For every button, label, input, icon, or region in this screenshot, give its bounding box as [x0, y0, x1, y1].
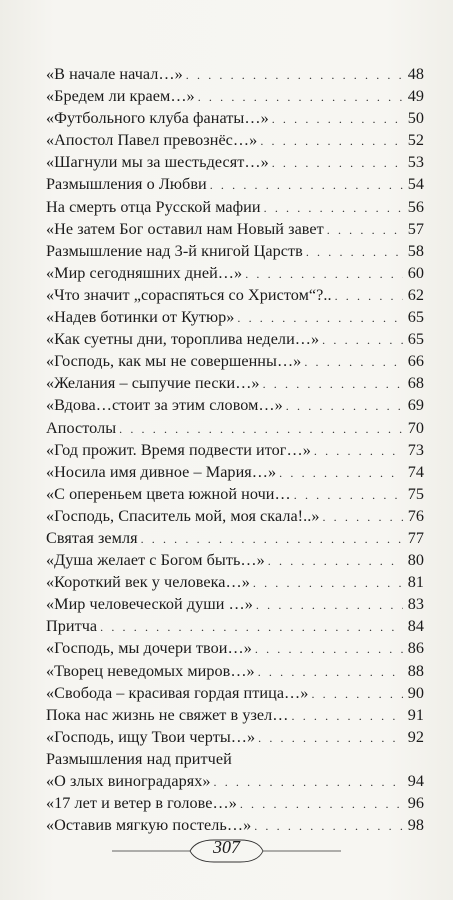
- toc-entry-title: «Как суетны дни, тороплива недели…»: [46, 330, 320, 349]
- toc-entry-title: «Год прожит. Время подвести итог…»: [46, 440, 311, 459]
- toc-entry-title: «17 лет и ветер в голове…»: [46, 794, 237, 813]
- page-number: 307: [213, 837, 240, 857]
- dot-leader: [141, 528, 403, 550]
- dot-leader: [304, 351, 403, 373]
- toc-entry: [46, 792, 424, 814]
- toc-entry-title: Размышление над 3-й книгой Царств: [46, 241, 303, 260]
- table-of-contents: [46, 63, 424, 836]
- toc-entry: [46, 107, 424, 129]
- toc-entry-page: 75: [407, 484, 424, 503]
- dot-leader: [294, 484, 403, 506]
- toc-entry: [46, 196, 424, 218]
- toc-entry-page: 92: [407, 727, 424, 746]
- toc-entry-title: «Творец неведомых миров…»: [46, 661, 255, 680]
- toc-entry-title: Притча: [46, 617, 98, 636]
- toc-entry-title: «Апостол Павел превознёс…»: [46, 131, 258, 150]
- dot-leader: [335, 285, 403, 307]
- toc-entry-title: «В начале начал…»: [46, 65, 183, 83]
- toc-entry-page: 66: [407, 352, 424, 371]
- toc-entry-title: На смерть отца Русской мафии: [46, 197, 261, 216]
- toc-entry-page: 74: [407, 462, 424, 481]
- toc-entry-title: «Надев ботинки от Кутюр»: [46, 308, 235, 327]
- toc-entry: [46, 218, 424, 240]
- toc-entry-page: 57: [407, 219, 424, 238]
- dot-leader: [258, 661, 403, 683]
- toc-entry-page: 54: [407, 175, 424, 194]
- dot-leader: [240, 793, 403, 815]
- toc-entry: [46, 262, 424, 284]
- toc-entry-title: «Что значит „сораспяться со Христом“?..: [46, 285, 332, 304]
- toc-entry-title: «Господь, мы дочери твои…»: [46, 639, 252, 658]
- toc-entry-title: «О злых виноградарях»: [46, 772, 211, 790]
- toc-entry-title: «Носила имя дивное – Мария…»: [46, 462, 277, 481]
- dot-leader: [263, 373, 403, 395]
- toc-entry-page: 60: [407, 263, 424, 282]
- toc-entry-page: 96: [407, 794, 424, 813]
- toc-entry: [46, 704, 424, 726]
- toc-entry: [46, 637, 424, 659]
- toc-entry-title: Пока нас жизнь не свяжет в узел…: [46, 705, 289, 724]
- toc-entry: [46, 63, 424, 85]
- dot-leader: [255, 638, 403, 660]
- toc-entry: [46, 306, 424, 328]
- toc-entry: [46, 328, 424, 350]
- toc-entry: [46, 284, 424, 306]
- dot-leader: [306, 241, 403, 263]
- dot-leader: [198, 86, 403, 108]
- toc-entry: [46, 527, 424, 549]
- toc-entry-title: «Шагнули мы за шестьдесят…»: [46, 153, 269, 172]
- dot-leader: [245, 263, 403, 285]
- dot-leader: [119, 418, 403, 440]
- toc-entry-title: «Господь, ищу Твои черты…»: [46, 727, 256, 746]
- dot-leader: [322, 506, 403, 528]
- toc-entry: [46, 814, 424, 836]
- dot-leader: [254, 815, 403, 837]
- toc-entry-page: 52: [407, 131, 424, 150]
- toc-entry: [46, 439, 424, 461]
- toc-entry-title: «Мир человеческой души …»: [46, 595, 253, 614]
- toc-entry-title: «Бредем ли краем…»: [46, 87, 195, 106]
- toc-entry-title: Апостолы: [46, 418, 117, 437]
- toc-entry-title: Размышления над притчей: [46, 749, 232, 768]
- toc-entry-title: «Господь, Спаситель мой, моя скала!..»: [46, 506, 320, 525]
- toc-entry-page: 70: [407, 418, 424, 437]
- toc-entry-page: 83: [407, 595, 424, 614]
- toc-entry: [46, 615, 424, 637]
- toc-entry-title: «Господь, как мы не совершенны…»: [46, 352, 302, 371]
- toc-entry-title: «Душа желает с Богом быть…»: [46, 551, 265, 570]
- toc-entry-title: «Вдова…стоит за этим словом…»: [46, 396, 283, 415]
- toc-entry: [46, 726, 424, 748]
- toc-entry: [46, 151, 424, 173]
- toc-entry-title: Размышления о Любви: [46, 175, 207, 194]
- toc-entry-title: «Мир сегодняшних дней…»: [46, 263, 243, 282]
- toc-entry-page: 53: [407, 153, 424, 172]
- dot-leader: [210, 174, 403, 196]
- toc-entry-page: 49: [407, 87, 424, 106]
- toc-entry-page: 81: [407, 573, 424, 592]
- dot-leader: [214, 771, 404, 793]
- toc-entry-title: «Короткий век у человека…»: [46, 573, 250, 592]
- toc-entry-page: 68: [407, 374, 424, 393]
- dot-leader: [272, 152, 403, 174]
- dot-leader: [292, 705, 403, 727]
- toc-entry-page: 58: [407, 241, 424, 260]
- toc-entry: [46, 593, 424, 615]
- toc-entry: [46, 505, 424, 527]
- dot-leader: [258, 727, 403, 749]
- dot-leader: [253, 572, 403, 594]
- toc-entry-page: 65: [407, 330, 424, 349]
- dot-leader: [186, 64, 403, 86]
- toc-entry: [46, 770, 424, 792]
- toc-entry: [46, 350, 424, 372]
- toc-entry-title: Святая земля: [46, 528, 138, 547]
- toc-entry-page: 80: [407, 551, 424, 570]
- dot-leader: [314, 440, 403, 462]
- toc-entry-page: 76: [407, 506, 424, 525]
- toc-entry: [46, 85, 424, 107]
- dot-leader: [260, 130, 403, 152]
- toc-entry: [46, 372, 424, 394]
- toc-entry-title: «Футбольного клуба фанаты…»: [46, 109, 269, 128]
- toc-entry: [46, 660, 424, 682]
- toc-entry: [46, 483, 424, 505]
- toc-entry: [46, 173, 424, 195]
- dot-leader: [264, 197, 403, 219]
- toc-entry: [46, 682, 424, 704]
- toc-entry-page: 62: [407, 285, 424, 304]
- toc-entry-page: 90: [407, 683, 424, 702]
- toc-entry-page: 65: [407, 308, 424, 327]
- toc-entry-page: 91: [407, 705, 424, 724]
- toc-entry-page: 88: [407, 661, 424, 680]
- toc-entry-page: 56: [407, 197, 424, 216]
- toc-entry-page: 98: [407, 816, 424, 835]
- toc-entry-page: 86: [407, 639, 424, 658]
- toc-entry-title: «Не затем Бог оставил нам Новый завет: [46, 219, 324, 238]
- toc-entry-title: «Желания – сыпучие пески…»: [46, 374, 260, 393]
- toc-entry: [46, 394, 424, 416]
- page-folio: [0, 836, 453, 866]
- toc-entry-page: 77: [407, 528, 424, 547]
- toc-entry: [46, 240, 424, 262]
- toc-entry: [46, 748, 424, 770]
- toc-entry: [46, 571, 424, 593]
- toc-entry: [46, 129, 424, 151]
- dot-leader: [327, 219, 403, 241]
- toc-entry-page: 69: [407, 396, 424, 415]
- toc-entry-page: 73: [407, 440, 424, 459]
- dot-leader: [311, 683, 403, 705]
- toc-entry-title: «С опереньем цвета южной ночи…: [46, 484, 291, 503]
- dot-leader: [322, 329, 403, 351]
- dot-leader: [237, 307, 403, 329]
- toc-entry: [46, 461, 424, 483]
- toc-entry: [46, 417, 424, 439]
- toc-entry-title: «Свобода – красивая гордая птица…»: [46, 683, 309, 702]
- dot-leader: [100, 616, 403, 638]
- toc-entry-title: «Оставив мягкую постель…»: [46, 816, 252, 835]
- toc-entry: [46, 549, 424, 571]
- toc-entry-page: 84: [407, 617, 424, 636]
- toc-entry-page: 50: [407, 109, 424, 128]
- dot-leader: [268, 550, 403, 572]
- dot-leader: [286, 395, 403, 417]
- toc-entry-page: 48: [407, 65, 424, 83]
- dot-leader: [272, 108, 403, 130]
- dot-leader: [279, 462, 403, 484]
- dot-leader: [256, 594, 403, 616]
- toc-entry-page: 94: [407, 772, 424, 790]
